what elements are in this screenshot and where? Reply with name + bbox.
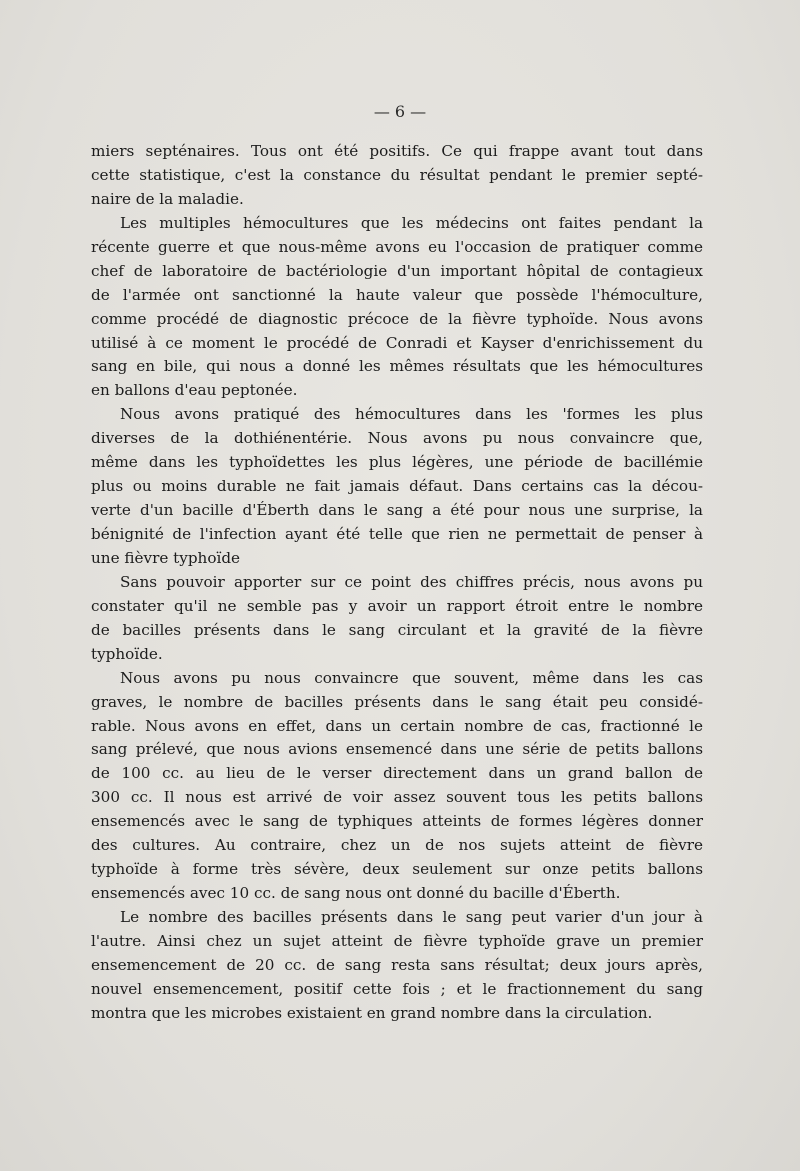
page-number: — 6 —	[373, 102, 427, 121]
paragraph	[91, 403, 703, 571]
text-line: Les multiples hémocultures que les médecins ont faites pendant la	[120, 213, 703, 232]
text-line: graves, le nombre de bacilles présents dans le sang était peu considé-	[91, 692, 703, 711]
paragraph	[91, 140, 703, 212]
text-line: comme procédé de diagnostic précoce de la fièvre typhoïde. Nous avons	[91, 309, 703, 328]
text-line: naire de la maladie.	[91, 189, 244, 208]
text-line: Sans pouvoir apporter sur ce point des chiffres précis, nous avons pu	[120, 572, 703, 591]
text-line: cette statistique, c'est la constance du résultat pendant le premier septé-	[91, 165, 703, 184]
text-line: diverses de la dothiénentérie. Nous avons pu nous convaincre que,	[91, 429, 703, 448]
body-text	[91, 140, 703, 1026]
text-line: ensemencement de 20 cc. de sang resta sans résultat; deux jours après,	[91, 955, 703, 974]
text-line: de 100 cc. au lieu de le verser directement dans un grand ballon de	[91, 764, 703, 783]
text-line: montra que les microbes existaient en grand nombre dans la circulation.	[91, 1003, 653, 1022]
text-line: des cultures. Au contraire, chez un de nos sujets atteint de fièvre	[91, 836, 703, 855]
text-line: même dans les typhoïdettes les plus légères, une période de bacillémie	[91, 453, 703, 472]
text-line: sang en bile, qui nous a donné les mêmes résultats que les hémocultures	[91, 357, 703, 376]
text-line: typhoïde.	[91, 644, 163, 663]
text-line: rable. Nous avons en effet, dans un certain nombre de cas, fractionné le	[91, 716, 703, 735]
text-line: récente guerre et que nous-même avons eu l'occasion de pratiquer comme	[91, 237, 703, 256]
paragraph	[91, 212, 703, 404]
text-line: constater qu'il ne semble pas y avoir un rapport étroit entre le nombre	[91, 596, 703, 615]
text-line: l'autre. Ainsi chez un sujet atteint de fièvre typhoïde grave un premier	[91, 931, 703, 950]
text-line: sang prélevé, que nous avions ensemencé dans une série de petits ballons	[91, 740, 703, 759]
text-line: miers septénaires. Tous ont été positifs. Ce qui frappe avant tout dans	[91, 142, 703, 160]
text-line: 300 cc. Il nous est arrivé de voir assez souvent tous les petits ballons	[91, 788, 703, 807]
text-line: de bacilles présents dans le sang circulant et la gravité de la fièvre	[91, 620, 703, 639]
text-line: ensemencés avec 10 cc. de sang nous ont donné du bacille d'Éberth.	[91, 884, 621, 903]
text-line: Nous avons pratiqué des hémocultures dans les 'formes les plus	[120, 405, 703, 424]
text-line: une fièvre typhoïde	[91, 548, 241, 567]
text-line: typhoïde à forme très sévère, deux seulement sur onze petits ballons	[91, 860, 703, 879]
text-line: verte d'un bacille d'Éberth dans le sang a été pour nous une surprise, la	[91, 501, 703, 520]
text-line: chef de laboratoire de bactériologie d'un important hôpital de contagieux	[91, 261, 703, 280]
text-line: de l'armée ont sanctionné la haute valeur que possède l'hémoculture,	[91, 285, 703, 304]
text-line: en ballons d'eau peptonée.	[91, 381, 298, 400]
text-line: ensemencés avec le sang de typhiques atteints de formes légères donner	[91, 812, 703, 831]
paragraph	[91, 906, 703, 1026]
text-line: Le nombre des bacilles présents dans le sang peut varier d'un jour à	[120, 908, 703, 926]
text-line: plus ou moins durable ne fait jamais défaut. Dans certains cas la décou-	[91, 477, 703, 496]
text-line: utilisé à ce moment le procédé de Conradi et Kayser d'enrichissement du	[91, 333, 703, 352]
paragraph	[91, 571, 703, 667]
paragraph	[91, 667, 703, 906]
text-line: Nous avons pu nous convaincre que souvent, même dans les cas	[120, 668, 703, 687]
text-line: nouvel ensemencement, positif cette fois ; et le fractionnement du sang	[91, 979, 703, 998]
text-line: bénignité de l'infection ayant été telle que rien ne permettait de penser à	[91, 525, 703, 543]
